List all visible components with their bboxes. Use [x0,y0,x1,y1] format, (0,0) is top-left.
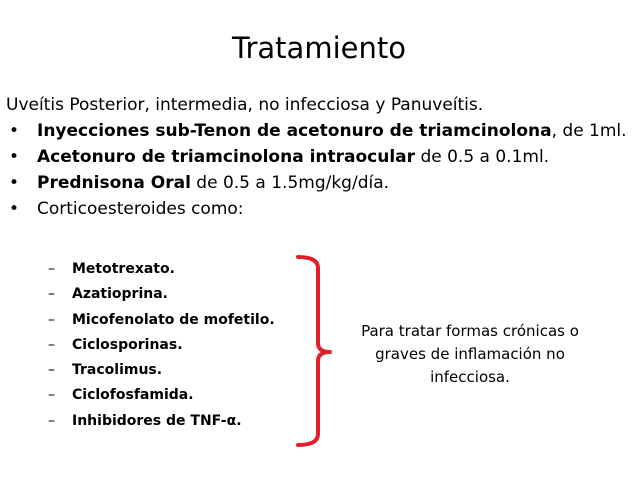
bullet-bold: Acetonuro de triamcinolona intraocular [37,147,416,167]
drug-item: – Metotrexato. [48,260,275,278]
drug-item: – Tracolimus. [48,361,275,379]
intro-text: Uveítis Posterior, intermedia, no infecciosa y Panuveítis. [6,95,484,115]
drug-item: – Micofenolato de mofetilo. [48,311,275,329]
bullet-rest: , de 1ml. [551,121,627,141]
bullet-rest: de 0.5 a 1.5mg/kg/día. [190,173,390,193]
bullet-bold: Prednisona Oral [37,173,191,193]
bullet-bold: Inyecciones sub-Tenon de acetonuro de triamcinolona [37,121,552,141]
drug-item: – Ciclosporinas. [48,336,275,354]
note-text: Para tratar formas crónicas o graves de inflamación no infecciosa. [361,322,579,386]
drug-item: – Inhibidores de TNF-α. [48,412,275,430]
bullet-rest: de 0.5 a 0.1ml. [415,147,550,167]
bullet-rest: Corticoesteroides como: [37,199,244,219]
slide-title: Tratamiento [232,31,406,65]
drug-item: – Ciclofosfamida. [48,386,275,404]
drug-item: – Azatioprina. [48,285,275,303]
